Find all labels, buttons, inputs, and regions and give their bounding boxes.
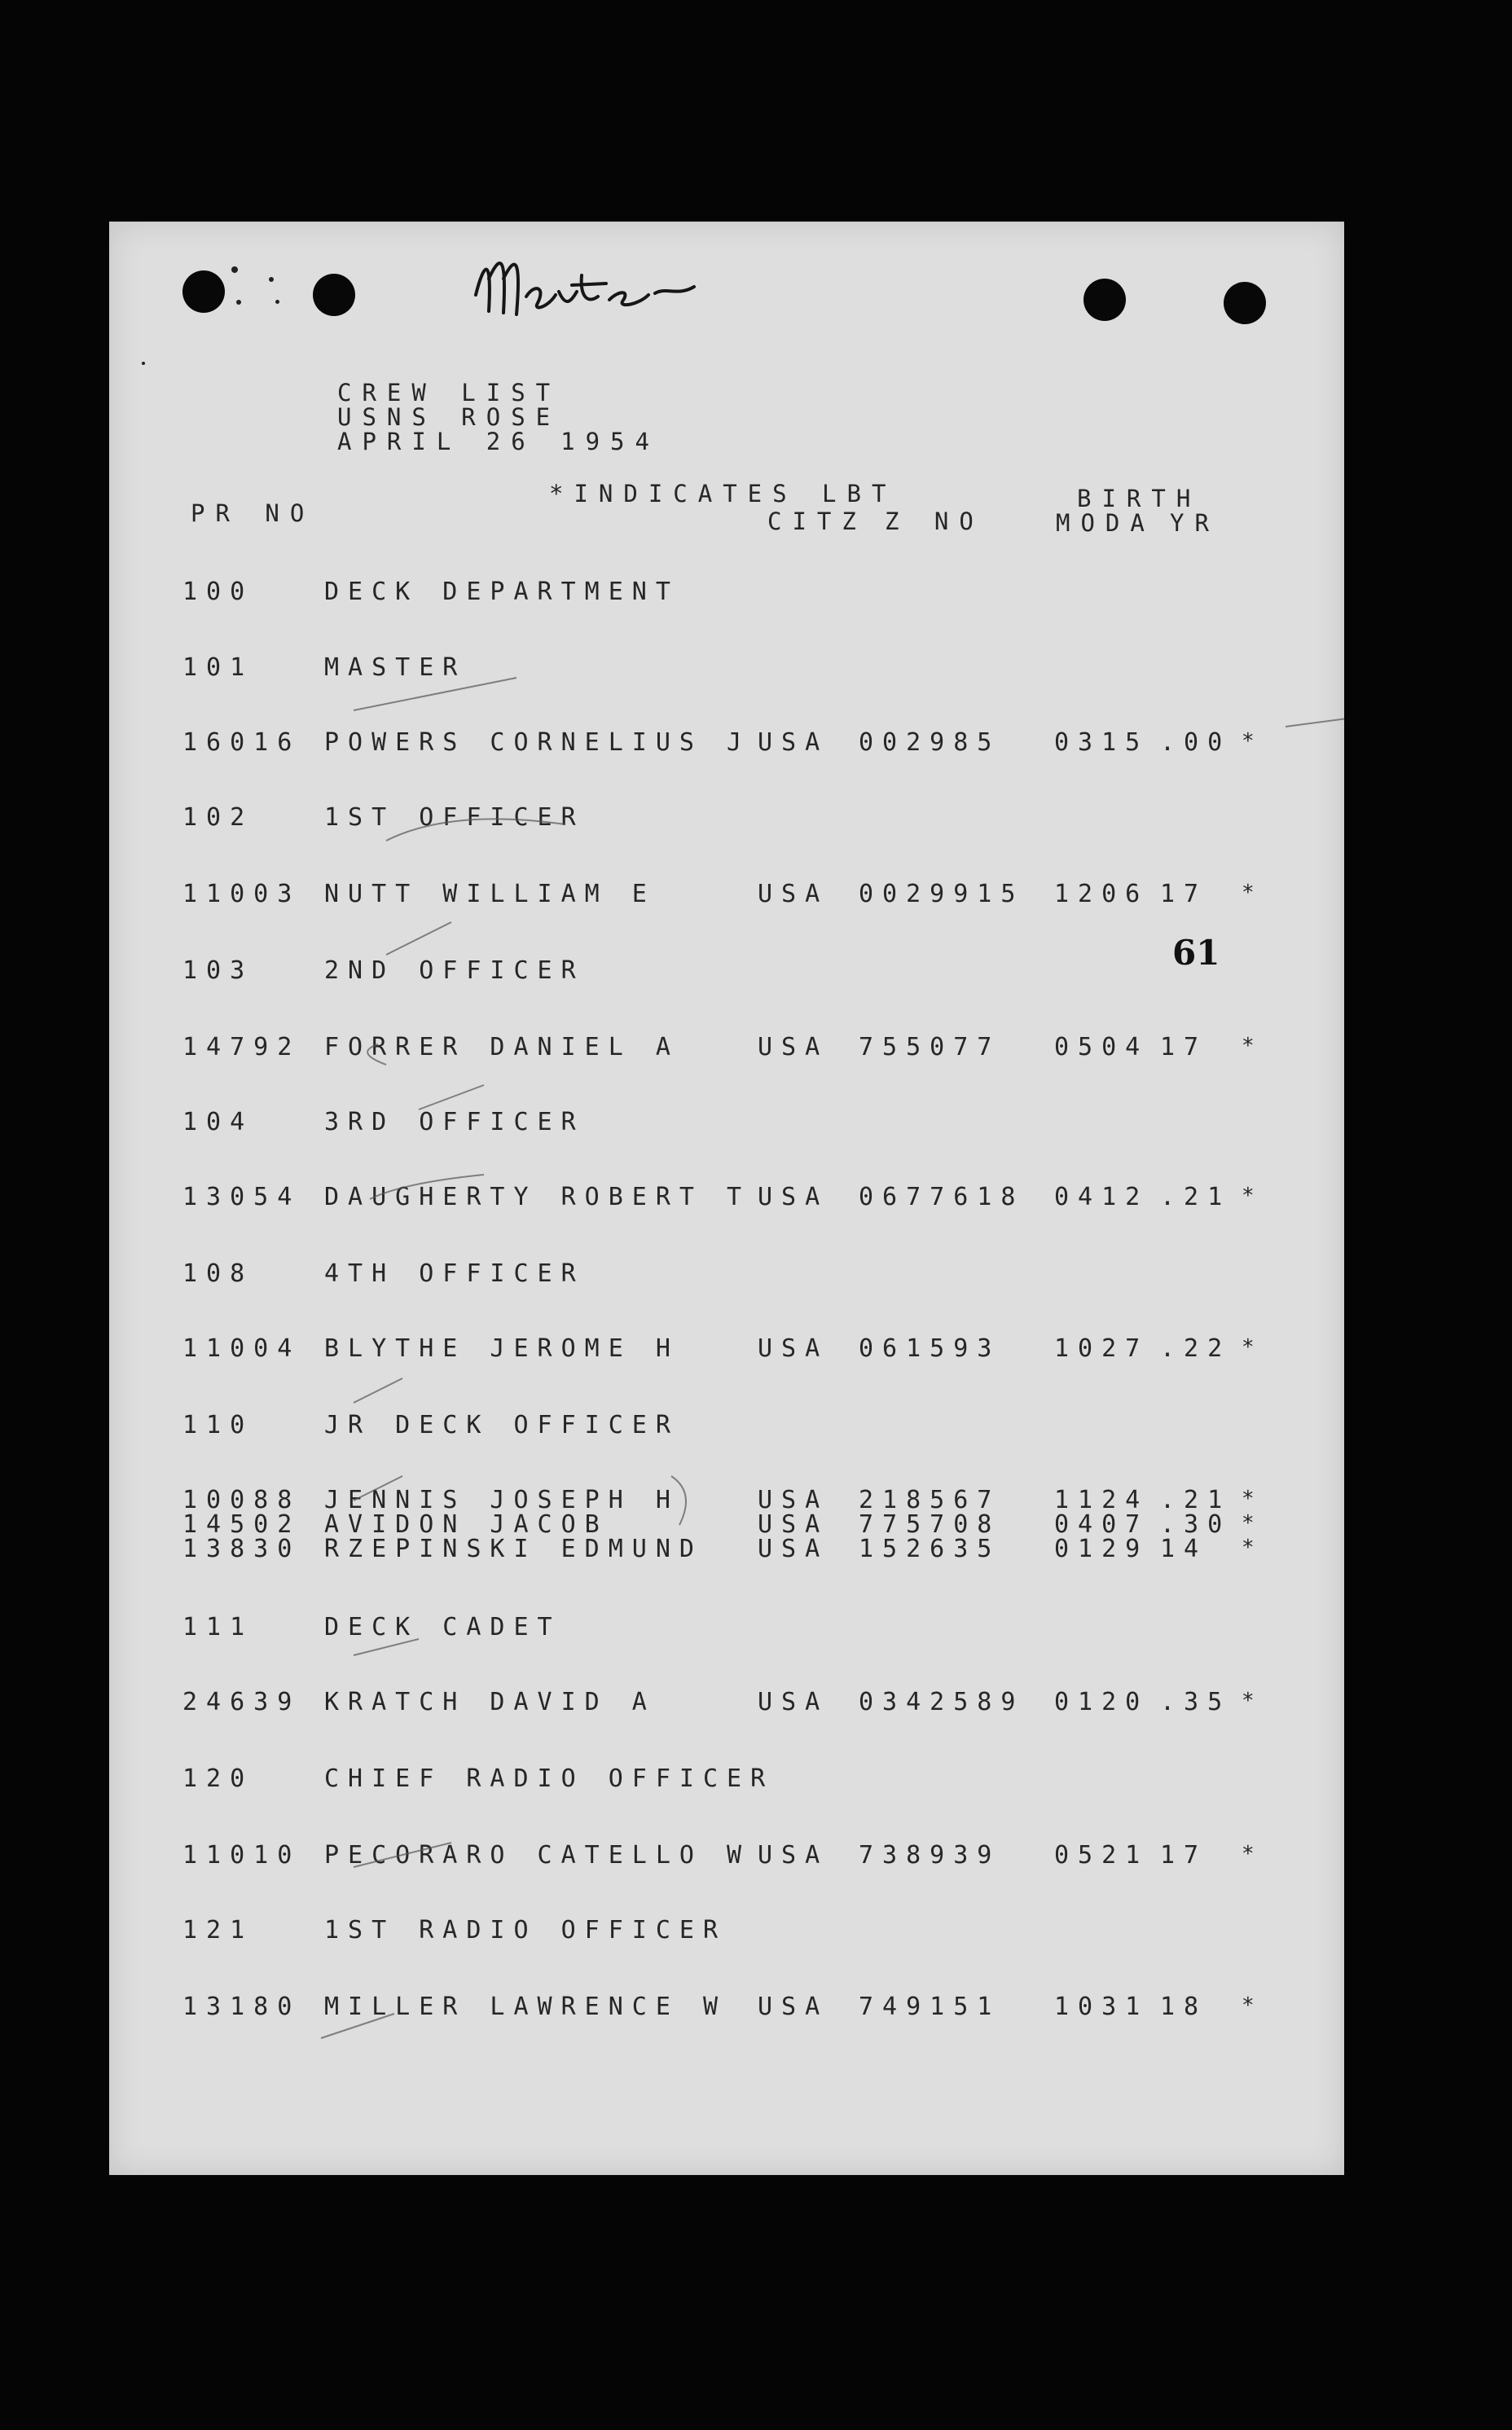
- crew-birth-year: .21: [1160, 1183, 1232, 1211]
- crew-z-number: 0342589: [859, 1688, 1025, 1716]
- crew-z-number: 0677618: [859, 1183, 1025, 1211]
- crew-birth-moda: 1031: [1054, 1993, 1149, 2021]
- lbt-legend: *INDICATES LBT: [549, 480, 897, 508]
- crew-citizenship: USA: [758, 880, 829, 908]
- crew-citizenship: USA: [758, 1841, 829, 1870]
- crew-birth-moda: 1124: [1054, 1486, 1149, 1514]
- punch-hole-left: [182, 270, 225, 313]
- crew-pr-no: 11003: [182, 880, 301, 908]
- crew-name: BLYTHE JEROME H: [324, 1334, 679, 1363]
- pr-no-header: PR NO: [191, 499, 315, 527]
- crew-birth-year: 17: [1160, 880, 1208, 908]
- crew-pr-no: 13054: [182, 1183, 301, 1211]
- crew-birth-year: 17: [1160, 1033, 1208, 1061]
- crew-birth-moda: 0407: [1054, 1510, 1149, 1539]
- crew-z-number: 749151: [859, 1993, 1001, 2021]
- crew-birth-year: .35: [1160, 1688, 1232, 1716]
- crew-citizenship: USA: [758, 1183, 829, 1211]
- crew-citizenship: USA: [758, 1688, 829, 1716]
- crew-birth-year: 17: [1160, 1841, 1208, 1870]
- crew-z-number: 755077: [859, 1033, 1001, 1061]
- section-code: 121: [182, 1916, 254, 1944]
- section-title: 3RD OFFICER: [324, 1108, 585, 1136]
- crew-name: PECORARO CATELLO W: [324, 1841, 751, 1870]
- crew-birth-moda: 0504: [1054, 1033, 1149, 1061]
- crew-birth-year: .30: [1160, 1510, 1232, 1539]
- section-title: DECK CADET: [324, 1613, 561, 1641]
- crew-birth-year: 18: [1160, 1993, 1208, 2021]
- lbt-star: *: [1242, 1184, 1255, 1208]
- section-code: 103: [182, 956, 254, 985]
- crew-z-number: 218567: [859, 1486, 1001, 1514]
- crew-pr-no: 24639: [182, 1688, 301, 1716]
- crew-z-number: 002985: [859, 728, 1001, 757]
- crew-z-number: 738939: [859, 1841, 1001, 1870]
- folio-number: 61: [1172, 933, 1220, 973]
- crew-name: MILLER LAWRENCE W: [324, 1993, 727, 2021]
- crew-name: AVIDON JACOB: [324, 1510, 609, 1539]
- crew-pr-no: 11004: [182, 1334, 301, 1363]
- lbt-star: *: [1242, 1689, 1255, 1713]
- crew-pr-no: 11010: [182, 1841, 301, 1870]
- document-title: CREW LIST: [337, 379, 561, 406]
- crew-z-number: 775708: [859, 1510, 1001, 1539]
- crew-citizenship: USA: [758, 1486, 829, 1514]
- lbt-star: *: [1242, 1487, 1255, 1511]
- crew-name: FORRER DANIEL A: [324, 1033, 679, 1061]
- ink-speck: [275, 300, 279, 304]
- lbt-star: *: [1242, 1536, 1255, 1560]
- yr-header: YR: [1170, 509, 1220, 537]
- crew-pr-no: 13180: [182, 1993, 301, 2021]
- section-title: 1ST RADIO OFFICER: [324, 1916, 727, 1944]
- citz-header: CITZ: [767, 508, 867, 535]
- lbt-star: *: [1242, 1034, 1255, 1058]
- crew-citizenship: USA: [758, 1033, 829, 1061]
- punch-hole-left-inner: [313, 274, 355, 316]
- section-title: 4TH OFFICER: [324, 1259, 585, 1288]
- moda-header: MODA: [1056, 509, 1155, 537]
- crew-birth-year: .00: [1160, 728, 1232, 757]
- section-title: CHIEF RADIO OFFICER: [324, 1764, 775, 1793]
- section-title: 1ST OFFICER: [324, 803, 585, 832]
- crew-birth-moda: 0412: [1054, 1183, 1149, 1211]
- crew-name: DAUGHERTY ROBERT T: [324, 1183, 751, 1211]
- crew-citizenship: USA: [758, 1993, 829, 2021]
- crew-name: KRATCH DAVID A: [324, 1688, 656, 1716]
- punch-hole-right-inner: [1083, 279, 1126, 321]
- crew-z-number: 0029915: [859, 880, 1025, 908]
- crew-birth-year: .22: [1160, 1334, 1232, 1363]
- section-code: 108: [182, 1259, 254, 1288]
- z-no-header: Z NO: [885, 508, 984, 535]
- ink-speck: [236, 300, 241, 305]
- lbt-star: *: [1242, 1511, 1255, 1536]
- section-title: 2ND OFFICER: [324, 956, 585, 985]
- section-title: DECK DEPARTMENT: [324, 578, 679, 606]
- crew-pr-no: 14792: [182, 1033, 301, 1061]
- lbt-star: *: [1242, 881, 1255, 905]
- lbt-star: *: [1242, 1842, 1255, 1866]
- ink-speck: [231, 266, 238, 273]
- lbt-star: *: [1242, 729, 1255, 754]
- crew-name: POWERS CORNELIUS J: [324, 728, 751, 757]
- master-signature: [468, 246, 712, 336]
- section-code: 120: [182, 1764, 254, 1793]
- lbt-star: *: [1242, 1335, 1255, 1360]
- crew-birth-moda: 0521: [1054, 1841, 1149, 1870]
- ship-name: USNS ROSE: [337, 403, 561, 431]
- section-code: 102: [182, 803, 254, 832]
- section-code: 104: [182, 1108, 254, 1136]
- crew-name: RZEPINSKI EDMUND: [324, 1535, 703, 1563]
- crew-pr-no: 16016: [182, 728, 301, 757]
- crew-pr-no: 14502: [182, 1510, 301, 1539]
- list-date: APRIL 26 1954: [337, 428, 660, 455]
- crew-name: JENNIS JOSEPH H: [324, 1486, 679, 1514]
- crew-pr-no: 10088: [182, 1486, 301, 1514]
- ink-speck: [142, 362, 145, 365]
- crew-birth-year: .21: [1160, 1486, 1232, 1514]
- lbt-star: *: [1242, 1993, 1255, 2018]
- crew-citizenship: USA: [758, 1510, 829, 1539]
- crew-birth-moda: 0129: [1054, 1535, 1149, 1563]
- section-code: 100: [182, 578, 254, 606]
- crew-pr-no: 13830: [182, 1535, 301, 1563]
- ink-speck: [269, 277, 274, 282]
- punch-hole-right: [1224, 282, 1266, 324]
- crew-birth-moda: 0120: [1054, 1688, 1149, 1716]
- crew-birth-moda: 1027: [1054, 1334, 1149, 1363]
- crew-birth-year: 14: [1160, 1535, 1208, 1563]
- crew-citizenship: USA: [758, 1334, 829, 1363]
- crew-birth-moda: 1206: [1054, 880, 1149, 908]
- crew-name: NUTT WILLIAM E: [324, 880, 656, 908]
- crew-birth-moda: 0315: [1054, 728, 1149, 757]
- crew-citizenship: USA: [758, 728, 829, 757]
- section-title: MASTER: [324, 653, 467, 682]
- crew-z-number: 061593: [859, 1334, 1001, 1363]
- birth-header: BIRTH: [1077, 485, 1202, 512]
- section-title: JR DECK OFFICER: [324, 1411, 679, 1439]
- section-code: 101: [182, 653, 254, 682]
- crew-citizenship: USA: [758, 1535, 829, 1563]
- crew-list-sheet: [109, 222, 1344, 2175]
- section-code: 111: [182, 1613, 254, 1641]
- section-code: 110: [182, 1411, 254, 1439]
- crew-z-number: 152635: [859, 1535, 1001, 1563]
